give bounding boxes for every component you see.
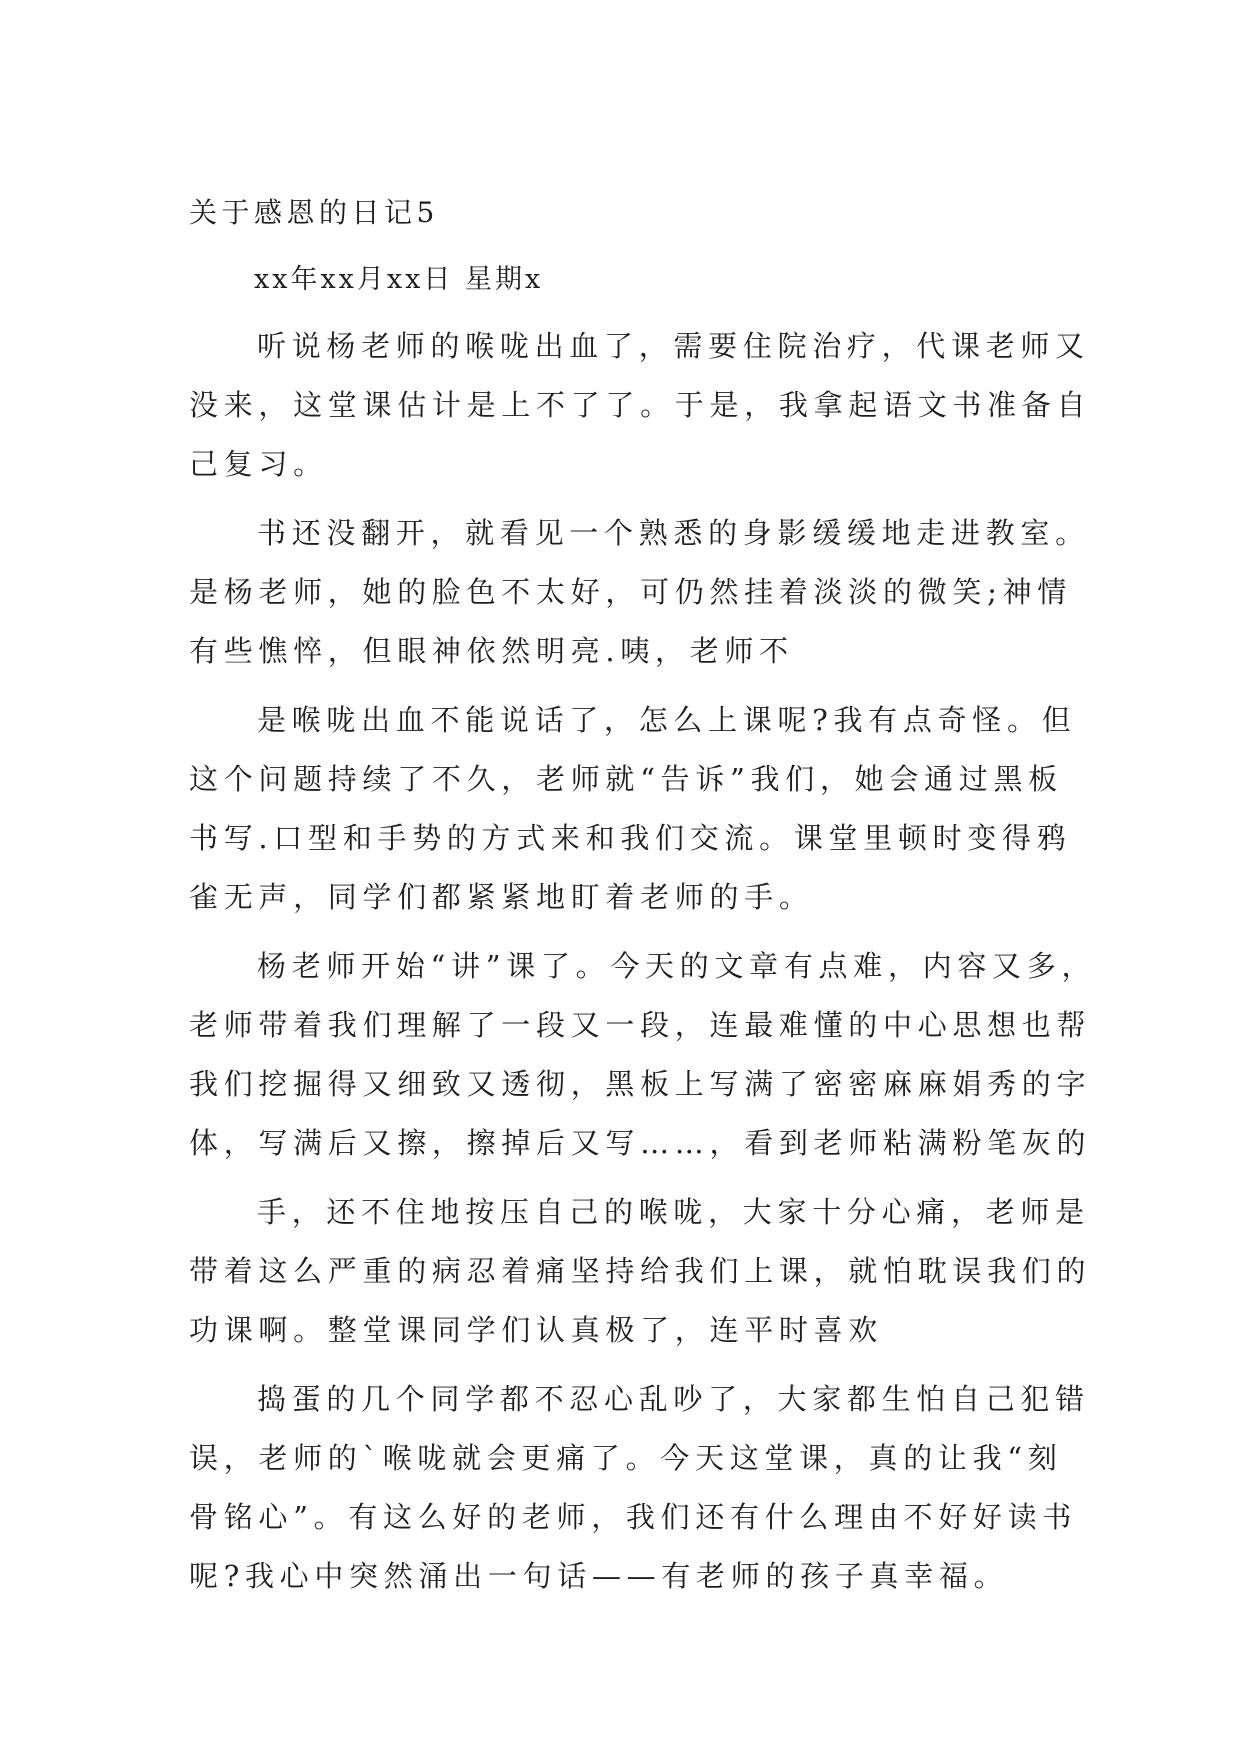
text-line: 没来，这堂课估计是上不了了。于是，我拿起语文书准备自	[189, 388, 1092, 422]
text-line: 是喉咙出血不能说话了，怎么上课呢?我有点奇怪。但	[257, 703, 1077, 737]
text-line: 是杨老师，她的脸色不太好，可仍然挂着淡淡的微笑;神情	[189, 575, 1072, 609]
text-line: 这个问题持续了不久，老师就“告诉”我们，她会通过黑板	[189, 762, 1063, 796]
text-line: 己复习。	[189, 447, 328, 481]
text-line: 捣蛋的几个同学都不忍心乱吵了，大家都生怕自己犯错	[257, 1382, 1090, 1416]
text-line: 有些憔悴，但眼神依然明亮.咦，老师不	[189, 634, 794, 668]
text-line: 雀无声，同学们都紧紧地盯着老师的手。	[189, 880, 814, 914]
text-line: 书还没翻开，就看见一个熟悉的身影缓缓地走进教室。	[257, 516, 1090, 550]
text-line: 手，还不住地按压自己的喉咙，大家十分心痛，老师是	[257, 1195, 1090, 1229]
text-line: 误，老师的`喉咙就会更痛了。今天这堂课，真的让我“刻	[189, 1441, 1063, 1475]
text-line: 体，写满后又擦，擦掉后又写……，看到老师粘满粉笔灰的	[189, 1126, 1092, 1160]
text-line: 呢?我心中突然涌出一句话——有老师的孩子真幸福。	[189, 1559, 1009, 1593]
text-line: 老师带着我们理解了一段又一段，连最难懂的中心思想也帮	[189, 1008, 1092, 1042]
text-line: 书写.口型和手势的方式来和我们交流。课堂里顿时变得鸦	[189, 821, 1072, 855]
text-line: 杨老师开始“讲”课了。今天的文章有点难，内容又多，	[257, 949, 1097, 983]
text-line: 听说杨老师的喉咙出血了，需要住院治疗，代课老师又	[257, 329, 1090, 363]
document-title: 关于感恩的日记5	[189, 196, 439, 229]
text-line: 骨铭心”。有这么好的老师，我们还有什么理由不好好读书	[189, 1500, 1078, 1534]
text-line: 带着这么严重的病忍着痛坚持给我们上课，就怕耽误我们的	[189, 1254, 1092, 1288]
text-line: 功课啊。整堂课同学们认真极了，连平时喜欢	[189, 1313, 884, 1347]
text-line: 我们挖掘得又细致又透彻，黑板上写满了密密麻麻娟秀的字	[189, 1067, 1092, 1101]
diary-date-line: xx年xx月xx日 星期x	[254, 264, 544, 295]
